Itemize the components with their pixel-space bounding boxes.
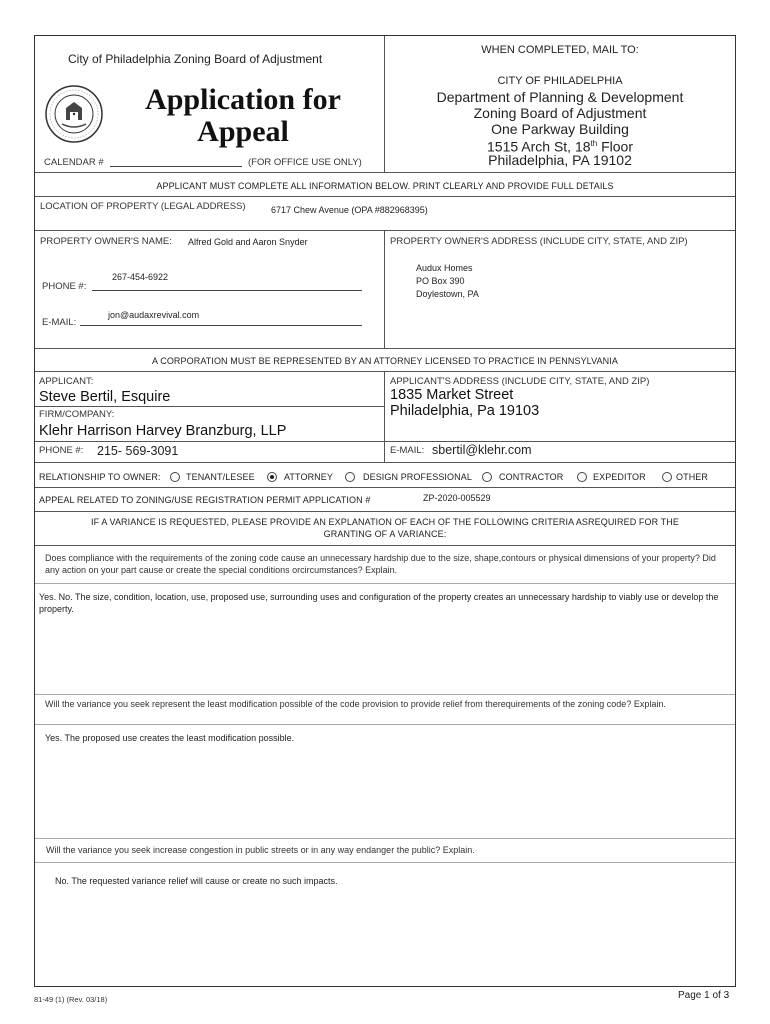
firm-label: FIRM/COMPANY: — [39, 409, 115, 420]
instructions: APPLICANT MUST COMPLETE ALL INFORMATION BELOW. PRINT CLEARLY AND PROVIDE FULL DETAILS — [156, 181, 614, 191]
variance-intro-line1: IF A VARIANCE IS REQUESTED, PLEASE PROVIDE AN EXPLANATION OF EACH OF THE FOLLOWING CRITERIA ASREQUIRED FOR THE — [91, 517, 679, 527]
radio-other[interactable] — [662, 472, 672, 482]
mail-city: CITY OF PHILADELPHIA — [497, 75, 623, 87]
owner-address-line1[interactable]: Audux Homes — [416, 263, 473, 273]
option-other-label: OTHER — [676, 472, 708, 482]
form-title-line1: Application for — [145, 83, 341, 116]
form-number: 81-49 (1) (Rev. 03/18) — [34, 995, 108, 1004]
owner-phone-label: PHONE #: — [42, 281, 87, 292]
owner-phone-value[interactable]: 267-454-6922 — [112, 272, 169, 282]
option-expeditor-label: EXPEDITOR — [593, 472, 646, 482]
calendar-label: CALENDAR # — [44, 157, 104, 168]
answer-2[interactable]: Yes. The proposed use creates the least modification possible. — [45, 733, 295, 743]
radio-contractor[interactable] — [482, 472, 492, 482]
owner-address-line3[interactable]: Doylestown, PA — [416, 289, 479, 299]
mail-citystate: Philadelphia, PA 19102 — [488, 152, 632, 168]
option-design-professional-label: DESIGN PROFESSIONAL — [363, 472, 472, 482]
mail-building: One Parkway Building — [491, 121, 629, 137]
mail-to-label: WHEN COMPLETED, MAIL TO: — [481, 44, 639, 56]
radio-tenant[interactable] — [170, 472, 180, 482]
owner-name-label: PROPERTY OWNER'S NAME: — [40, 236, 172, 247]
form-title-line2: Appeal — [197, 115, 289, 148]
applicant-address-line1[interactable]: 1835 Market Street — [390, 387, 514, 403]
radio-design-professional[interactable] — [345, 472, 355, 482]
board-name: City of Philadelphia Zoning Board of Adjustment — [68, 52, 323, 66]
applicant-address-line2[interactable]: Philadelphia, Pa 19103 — [390, 403, 540, 419]
radio-expeditor[interactable] — [577, 472, 587, 482]
location-label: LOCATION OF PROPERTY (LEGAL ADDRESS) — [40, 201, 246, 212]
owner-email-label: E-MAIL: — [42, 317, 77, 328]
firm-name[interactable]: Klehr Harrison Harvey Branzburg, LLP — [39, 423, 287, 439]
option-contractor-label: CONTRACTOR — [499, 472, 564, 482]
applicant-phone-label: PHONE #: — [39, 445, 84, 456]
applicant-email-label: E-MAIL: — [390, 445, 425, 456]
permit-number[interactable]: ZP-2020-005529 — [423, 493, 491, 503]
corporation-notice: A CORPORATION MUST BE REPRESENTED BY AN ATTORNEY LICENSED TO PRACTICE IN PENNSYLVANIA — [152, 356, 618, 366]
owner-address-line2[interactable]: PO Box 390 — [416, 276, 465, 286]
applicant-phone[interactable]: 215- 569-3091 — [97, 444, 179, 458]
applicant-address-label: APPLICANT'S ADDRESS (INCLUDE CITY, STATE, AND ZIP) — [390, 376, 650, 387]
relationship-label: RELATIONSHIP TO OWNER: — [39, 472, 161, 482]
answer-1[interactable]: Yes. No. The size, condition, location, use, proposed use, surrounding uses and configuration of the property creates an unnecessary hardship to viably use or develop the property. — [39, 592, 719, 614]
owner-phone-field[interactable] — [92, 290, 362, 291]
radio-attorney[interactable] — [267, 472, 277, 482]
answer-3[interactable]: No. The requested variance relief will cause or create no such impacts. — [55, 876, 338, 886]
mail-street: 1515 Arch St, 18th Floor — [487, 138, 633, 155]
question-3: Will the variance you seek increase congestion in public streets or in any way endanger the public? Explain. — [46, 845, 475, 855]
mail-board: Zoning Board of Adjustment — [473, 105, 647, 121]
owner-address-label: PROPERTY OWNER'S ADDRESS (INCLUDE CITY, STATE, AND ZIP) — [390, 236, 688, 247]
page-number: Page 1 of 3 — [678, 990, 730, 1001]
applicant-name[interactable]: Steve Bertil, Esquire — [39, 389, 171, 405]
calendar-input[interactable] — [110, 166, 242, 167]
question-1: Does compliance with the requirements of the zoning code cause an unnecessary hardship due to the size, shape,contours or physical dimensions of your property? Did any action on your part cause or create the special conditions orcircumstances? Explain. — [45, 553, 716, 575]
owner-name-value[interactable]: Alfred Gold and Aaron Snyder — [188, 237, 308, 247]
variance-intro-line2: GRANTING OF A VARIANCE: — [323, 529, 447, 539]
applicant-email[interactable]: sbertil@klehr.com — [432, 443, 532, 457]
city-seal-icon — [44, 84, 104, 144]
question-2: Will the variance you seek represent the least modification possible of the code provision to provide relief from therequirements of the zoning code? Explain. — [45, 699, 666, 709]
mail-department: Department of Planning & Development — [436, 89, 684, 105]
option-attorney-label: ATTORNEY — [284, 472, 333, 482]
appeal-label: APPEAL RELATED TO ZONING/USE REGISTRATION PERMIT APPLICATION # — [39, 495, 371, 505]
applicant-label: APPLICANT: — [39, 376, 94, 387]
option-tenant-label: TENANT/LESEE — [186, 472, 255, 482]
calendar-note: (FOR OFFICE USE ONLY) — [248, 157, 362, 168]
owner-email-value[interactable]: jon@audaxrevival.com — [108, 310, 200, 320]
owner-email-field[interactable] — [80, 325, 362, 326]
location-value[interactable]: 6717 Chew Avenue (OPA #882968395) — [271, 205, 428, 215]
